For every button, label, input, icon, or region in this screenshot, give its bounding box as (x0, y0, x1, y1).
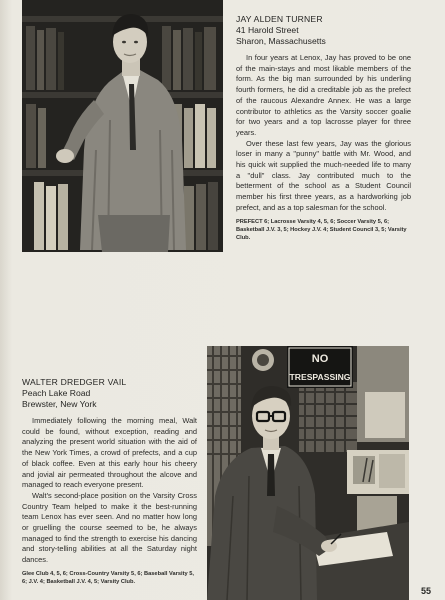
bio-paragraph: In four years at Lenox, Jay has proved to be one of the main-stays and most likable members of the form. As the big man surrounded by his underling fourth formers, he did a creditable job as the prefect of the raucous Alexandre Annex. He was a large contributor to athletics as the Varsity soccer goalie for two years and a top lacrosse player for three years. (236, 53, 411, 137)
bio-jay-turner (236, 14, 411, 242)
photo-jay-turner (22, 0, 223, 252)
activities-list: Glee Club 4, 5, 6; Cross-Country Varsity 5, 6; Baseball Varsity 5, 6; J.V. 4; Basketball J.V. 4, 5; Varsity Club. (22, 570, 194, 585)
bio-paragraph: Over these last few years, Jay was the glorious loser in many a "punny" battle with Mr. Wood, and his quick wit supplied the much-needed life to many a "dull" class. Jay contributed much to the betterment of the school as a Student Council member his first three years, as a hardworking job prefect, and as a top salesman for the school. (236, 138, 411, 212)
bio-walter-vail (22, 377, 197, 586)
sign-line-1: NO (311, 353, 329, 365)
bio-paragraph: Walt's second-place position on the Varsity Cross Country Team helped to make it the best-running team Lenox has ever seen. And no matter how long or gruelling the course seemed to be, he always managed to find the strength to exercise his dancing and story-telling abilities at all the Saturday night dances. (22, 490, 197, 565)
address-street: Peach Lake Road (22, 388, 91, 398)
photo-walter-vail (207, 346, 409, 600)
bio-paragraph: Immediately following the morning meal, Walt could be found, without exception, reading and analyzing the present world situation with the aid of the New York Times, a crowd of prefects, and a cup of black coffee. Even at this early hour his cheery and jovial air permeated throughout the alcove and managed to reach everyone present. (22, 416, 197, 490)
address-street: 41 Harold Street (236, 25, 299, 35)
sign-text: TRESPASSING (289, 372, 351, 382)
student-name: WALTER DREDGER VAIL (22, 377, 127, 387)
address-city: Sharon, Massachusetts (236, 36, 326, 46)
address-city: Brewster, New York (22, 399, 97, 409)
student-name: JAY ALDEN TURNER (236, 14, 323, 24)
activities-list: PREFECT 6; Lacrosse Varsity 4, 5, 6; Soccer Varsity 5, 6; Basketball J.V. 3, 5; Hockey J.V. 4; Student Council 3, 5; Varsity Club. (236, 218, 407, 241)
page-number: 55 (420, 586, 431, 596)
